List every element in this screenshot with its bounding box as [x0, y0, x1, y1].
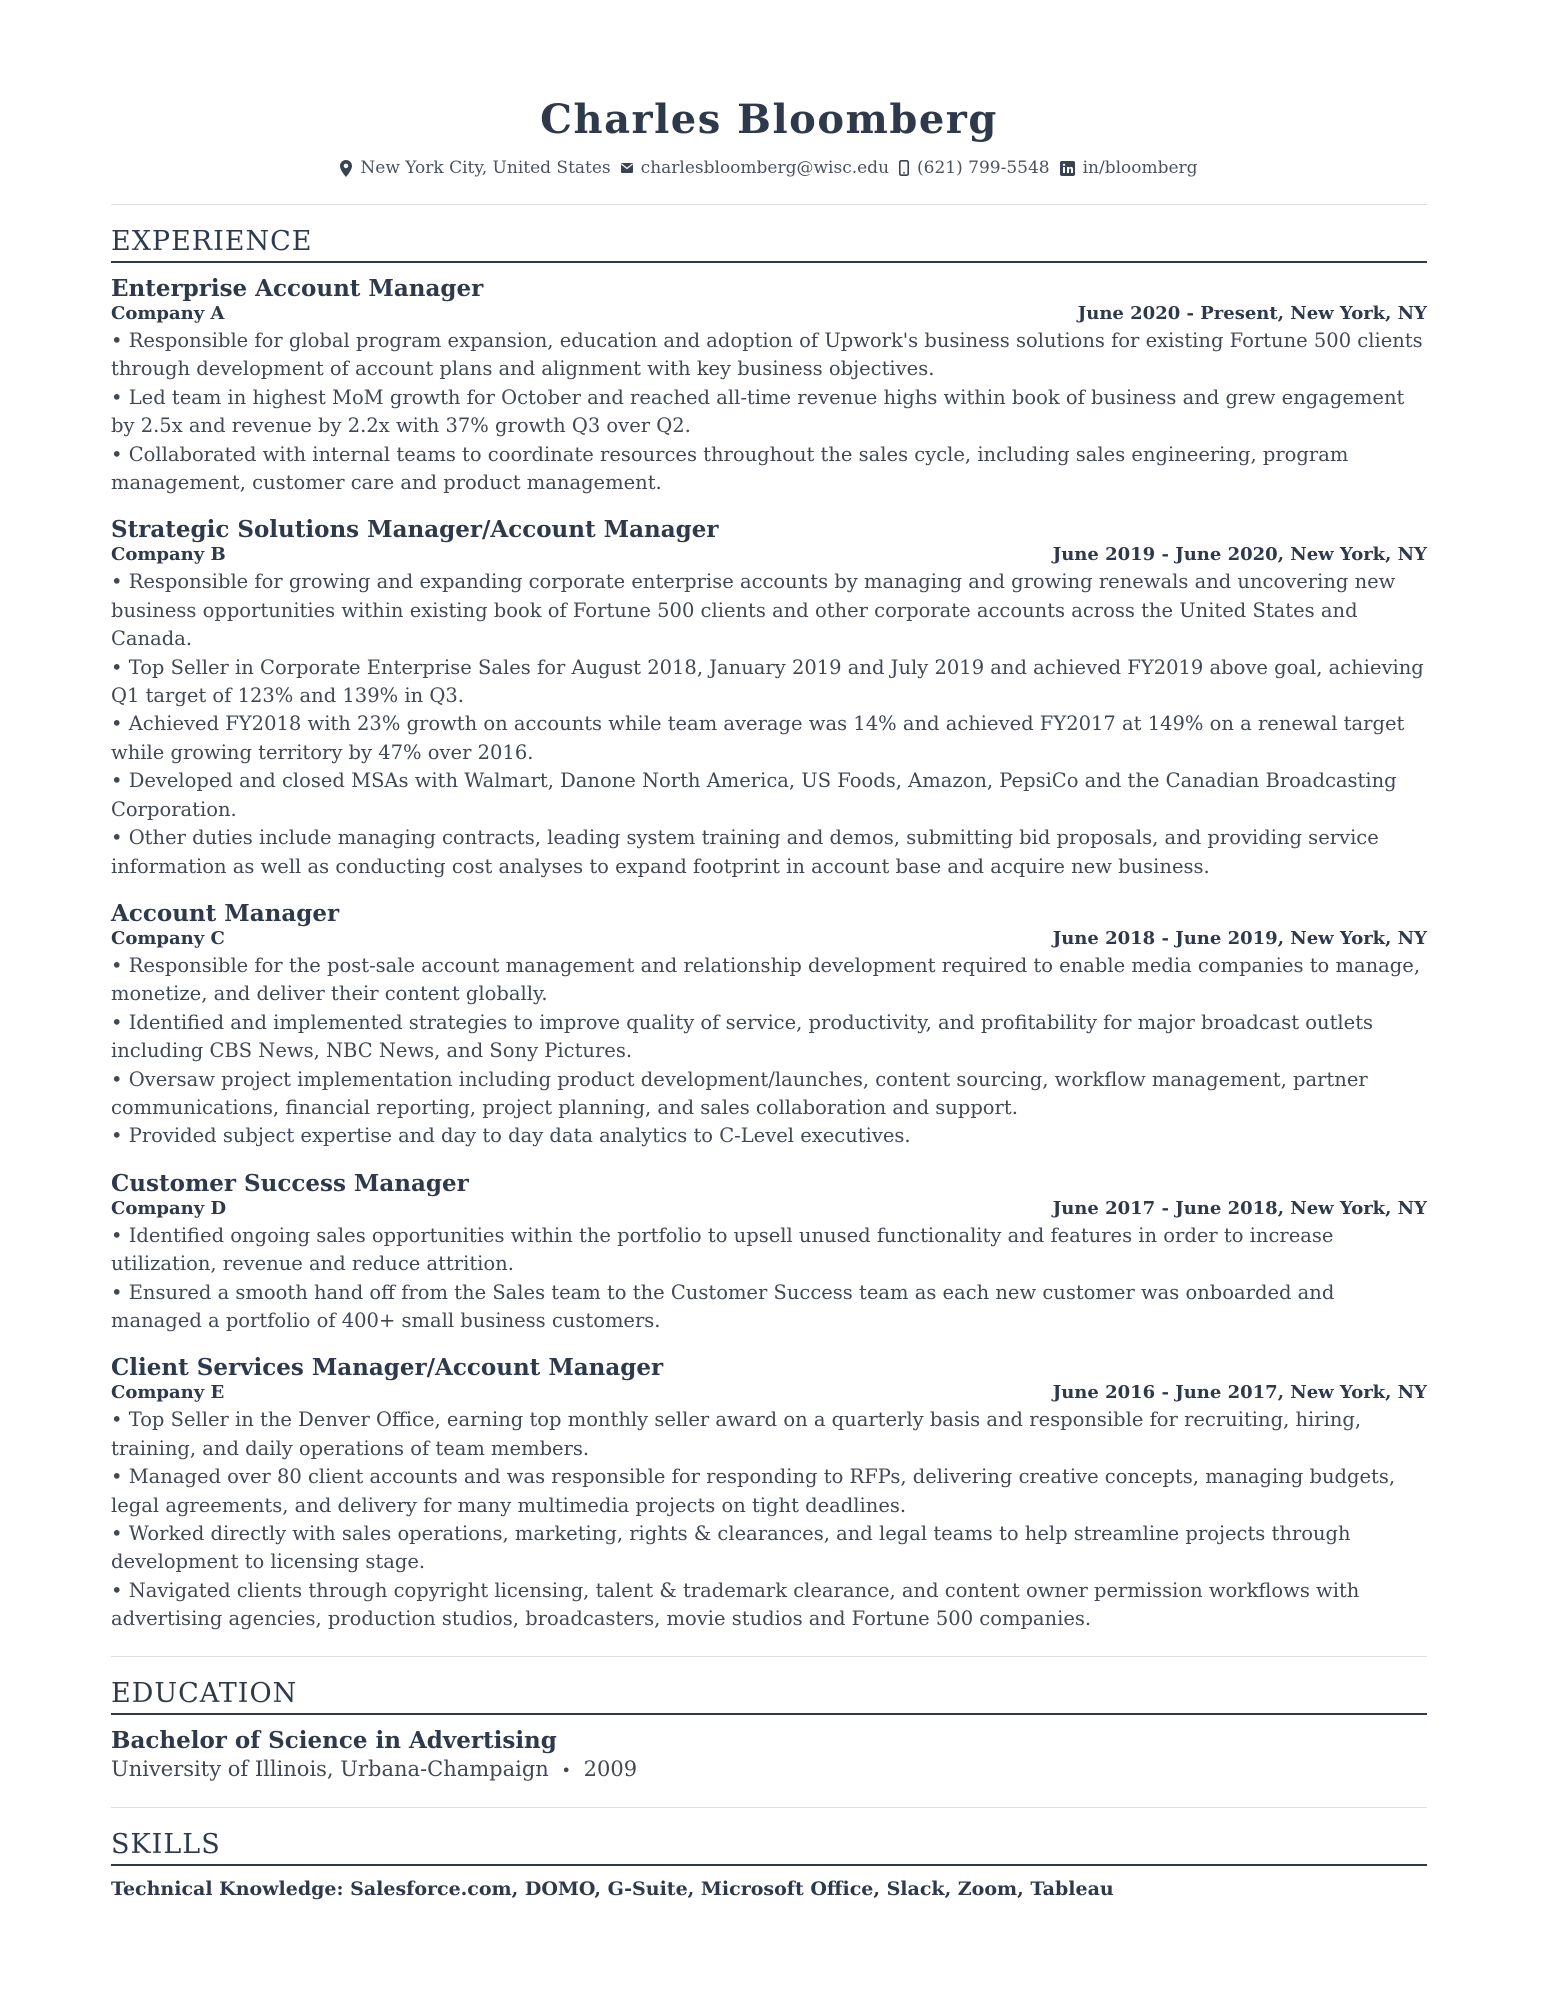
- contact-email[interactable]: [621, 156, 889, 180]
- experience-divider: [111, 1656, 1427, 1657]
- email-text[interactable]: charlesbloomberg@wisc.edu: [640, 158, 890, 178]
- job-bullet: • Ensured a smooth hand off from the Sales team to the Customer Success team as each new customer was onboarded and managed a portfolio of 400+ small business customers.: [111, 1280, 1335, 1332]
- job-bullets: [111, 952, 1427, 1151]
- skills-heading: SKILLS: [111, 1828, 1427, 1866]
- resume-page: [111, 0, 1427, 1902]
- job-bullet: • Responsible for global program expansion, education and adoption of Upwork's business solutions for existing Fortune 500 clients through development of account plans and alignment with key business objectives.: [111, 329, 1423, 381]
- job-entry: [111, 1354, 1427, 1633]
- job-bullet: • Worked directly with sales operations, marketing, rights & clearances, and legal teams to help streamline projects through development to licensing stage.: [111, 1522, 1351, 1574]
- job-dates-location: June 2019 - June 2020, New York, NY: [1052, 544, 1427, 566]
- job-entry: [111, 275, 1427, 497]
- job-bullet: • Provided subject expertise and day to day data analytics to C-Level executives.: [111, 1124, 911, 1148]
- job-title: Customer Success Manager: [111, 1169, 469, 1197]
- contact-phone[interactable]: [899, 156, 1050, 180]
- job-bullet: • Identified ongoing sales opportunities within the portfolio to upsell unused functionality and features in order to increase utilization, revenue and reduce attrition.: [111, 1223, 1334, 1276]
- experience-heading: EXPERIENCE: [111, 225, 1427, 263]
- job-dates-location: June 2016 - June 2017, New York, NY: [1052, 1382, 1427, 1404]
- job-bullet: • Navigated clients through copyright licensing, talent & trademark clearance, and content owner permission workflows with advertising agencies, production studios, broadcasters, movie studios and Fortune 500 companies.: [111, 1578, 1360, 1631]
- email-icon: [621, 163, 633, 173]
- job-title: Account Manager: [111, 899, 340, 927]
- experience-list: [111, 275, 1427, 1634]
- job-entry: [111, 900, 1427, 1151]
- job-bullet: • Achieved FY2018 with 23% growth on accounts while team average was 14% and achieved FY2017 at 149% on a renewal target while growing territory by 47% over 2016.: [111, 712, 1405, 764]
- job-dates-location: June 2017 - June 2018, New York, NY: [1052, 1197, 1427, 1219]
- job-bullet: • Responsible for the post-sale account management and relationship development required to enable media companies to manage, monetize, and deliver their content globally.: [111, 953, 1421, 1006]
- contact-location: [340, 156, 610, 180]
- job-company: Company B: [111, 544, 226, 566]
- job-bullet: • Responsible for growing and expanding corporate enterprise accounts by managing and growing renewals and uncovering new business opportunities within existing book of Fortune 500 clients and other corporate accounts across the United States and Canada.: [111, 570, 1396, 651]
- mobile-phone-icon: [899, 160, 909, 176]
- job-dates-location: June 2018 - June 2019, New York, NY: [1052, 927, 1427, 949]
- education-degree: Bachelor of Science in Advertising: [111, 1726, 557, 1754]
- job-title: Strategic Solutions Manager/Account Manager: [111, 516, 719, 544]
- job-bullets: [111, 327, 1427, 497]
- job-bullet: • Developed and closed MSAs with Walmart, Danone North America, US Foods, Amazon, PepsiCo and the Canadian Broadcasting Corporation.: [111, 769, 1397, 821]
- job-company-row: [111, 1382, 1427, 1404]
- header-divider: [111, 204, 1427, 205]
- job-dates-location: June 2020 - Present, New York, NY: [1077, 303, 1427, 324]
- job-title: Client Services Manager/Account Manager: [111, 1354, 664, 1382]
- job-entry: [111, 1170, 1427, 1336]
- job-company-row: [111, 928, 1427, 950]
- linkedin-icon: [1060, 161, 1075, 176]
- job-company-row: [111, 544, 1427, 566]
- phone-text[interactable]: (621) 799-5548: [917, 158, 1050, 178]
- job-bullet: • Other duties include managing contracts, leading system training and demos, submitting bid proposals, and providing service information as well as conducting cost analyses to expand footprint in account base and acquire new business.: [111, 826, 1379, 878]
- job-company-row: [111, 1198, 1427, 1220]
- job-bullet: • Identified and implemented strategies to improve quality of service, productivity, and profitability for major broadcast outlets including CBS News, NBC News, and Sony Pictures.: [111, 1010, 1374, 1063]
- candidate-name: Charles Bloomberg: [540, 96, 998, 143]
- job-bullet: • Led team in highest MoM growth for October and reached all-time revenue highs within book of business and grew engagement by 2.5x and revenue by 2.2x with 37% growth Q3 over Q2.: [111, 385, 1405, 438]
- location-text: New York City, United States: [360, 158, 611, 178]
- job-company: Company E: [111, 1382, 225, 1404]
- job-bullet: • Oversaw project implementation including product development/launches, content sourcing, workflow management, partner communications, financial reporting, project planning, and sales collaboration and support.: [111, 1067, 1368, 1119]
- education-school-line: [111, 1755, 1427, 1785]
- education-heading: EDUCATION: [111, 1677, 1427, 1715]
- job-company: Company A: [111, 303, 225, 324]
- education-year: 2009: [583, 1756, 638, 1781]
- job-bullet: • Managed over 80 client accounts and was responsible for responding to RFPs, delivering creative concepts, managing budgets, legal agreements, and delivery for many multimedia projects on tight deadlines.: [111, 1465, 1396, 1517]
- job-bullets: [111, 568, 1427, 880]
- job-bullets: [111, 1406, 1427, 1633]
- job-bullet: • Collaborated with internal teams to coordinate resources throughout the sales cycle, including sales engineering, program management, customer care and product management.: [111, 442, 1349, 495]
- job-bullet: • Top Seller in Corporate Enterprise Sales for August 2018, January 2019 and July 2019 and achieved FY2019 above goal, achieving Q1 target of 123% and 139% in Q3.: [111, 655, 1424, 708]
- job-bullet: • Top Seller in the Denver Office, earning top monthly seller award on a quarterly basis and responsible for recruiting, hiring, training, and daily operations of team members.: [111, 1408, 1362, 1460]
- location-pin-icon: [340, 160, 352, 177]
- contact-linkedin[interactable]: [1060, 156, 1198, 180]
- skills-line: Technical Knowledge: Salesforce.com, DOMO, G-Suite, Microsoft Office, Slack, Zoom, Tableau: [111, 1877, 1114, 1900]
- job-company: Company D: [111, 1197, 227, 1219]
- education-school: University of Illinois, Urbana-Champaign: [111, 1756, 549, 1781]
- job-title: Enterprise Account Manager: [111, 275, 484, 302]
- job-company-row: [111, 303, 1427, 325]
- education-separator: •: [561, 1760, 571, 1780]
- education-divider: [111, 1807, 1427, 1808]
- job-bullets: [111, 1222, 1427, 1336]
- job-company: Company C: [111, 927, 225, 949]
- linkedin-text[interactable]: in/bloomberg: [1082, 158, 1198, 178]
- job-entry: [111, 516, 1427, 880]
- contact-bar: [111, 156, 1427, 180]
